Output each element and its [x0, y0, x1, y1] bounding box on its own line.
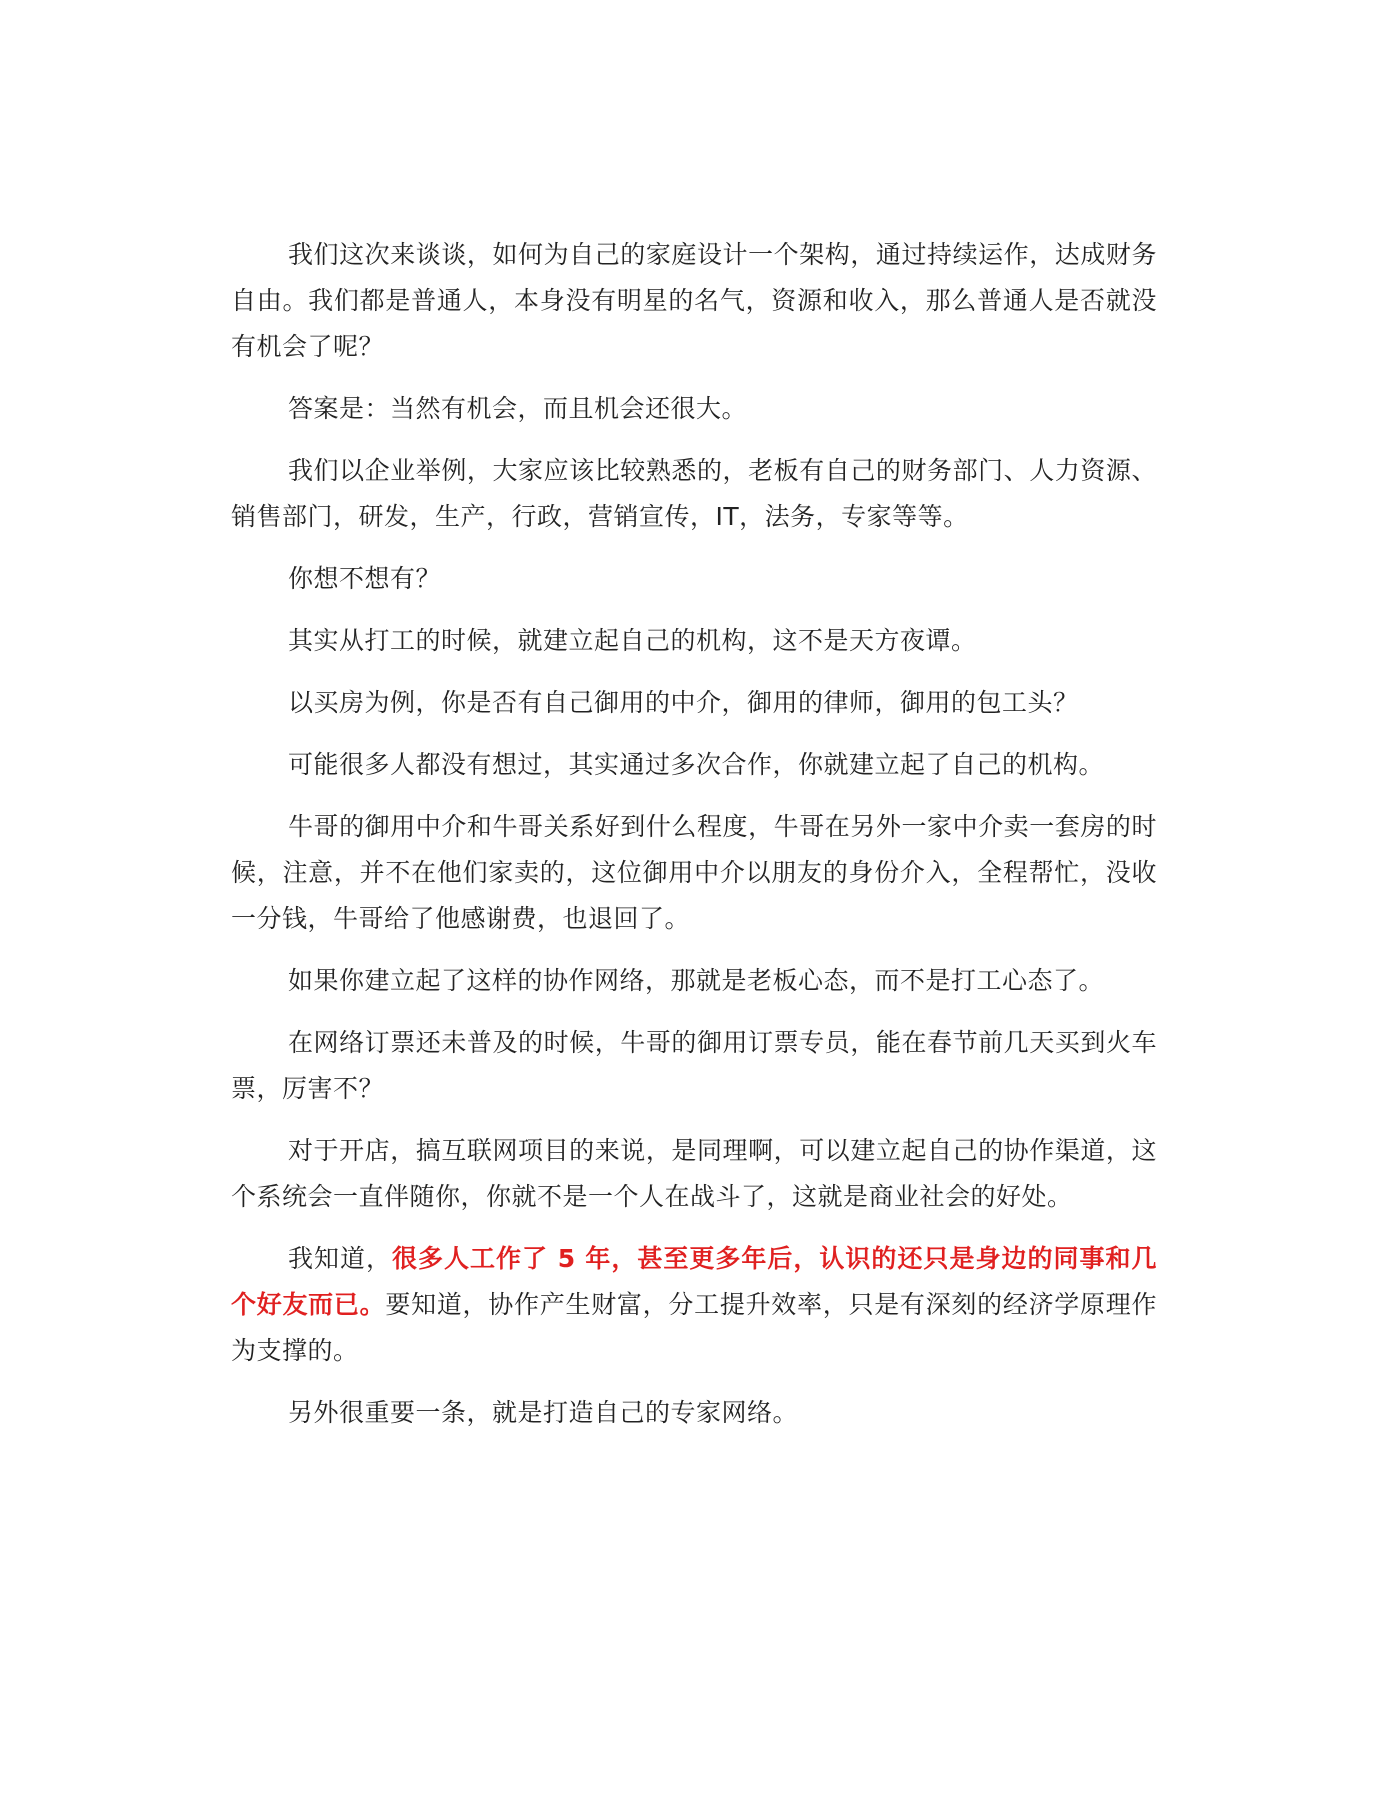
paragraph-3: 我们以企业举例，大家应该比较熟悉的，老板有自己的财务部门、人力资源、销售部门，研发，生产，行政，营销宣传，IT，法务，专家等等。 [231, 456, 1157, 531]
paragraph-6: 以买房为例，你是否有自己御用的中介，御用的律师，御用的包工头？ [288, 688, 1079, 717]
paragraph-closing: 另外很重要一条，就是打造自己的专家网络。 [288, 1398, 799, 1427]
highlight-prefix: 我知道， [288, 1244, 393, 1273]
highlighted-text: 很多人工作了 5 年，甚至更多年后，认识的还只是身边的同事和几个好友而已。 [231, 1244, 1157, 1319]
paragraph-8: 牛哥的御用中介和牛哥关系好到什么程度，牛哥在另外一家中介卖一套房的时候，注意，并不在他们家卖的，这位御用中介以朋友的身份介入，全程帮忙，没收一分钱，牛哥给了他感谢费，也退回了。 [231, 812, 1157, 933]
paragraph-5: 其实从打工的时候，就建立起自己的机构，这不是天方夜谭。 [288, 626, 977, 655]
highlight-suffix: 要知道，协作产生财富，分工提升效率，只是有深刻的经济学原理作为支撑的。 [231, 1290, 1157, 1365]
paragraph-10: 在网络订票还未普及的时候，牛哥的御用订票专员，能在春节前几天买到火车票，厉害不？ [231, 1028, 1157, 1103]
paragraph-11: 对于开店，搞互联网项目的来说，是同理啊，可以建立起自己的协作渠道，这个系统会一直伴随你，你就不是一个人在战斗了，这就是商业社会的好处。 [231, 1136, 1157, 1211]
paragraph-9: 如果你建立起了这样的协作网络，那就是老板心态，而不是打工心态了。 [288, 966, 1105, 995]
paragraph-highlight [231, 1236, 1157, 1374]
document-body [231, 232, 1157, 1452]
paragraph-7: 可能很多人都没有想过，其实通过多次合作，你就建立起了自己的机构。 [288, 750, 1105, 779]
paragraph-4: 你想不想有？ [288, 564, 442, 593]
paragraph-2: 答案是：当然有机会，而且机会还很大。 [288, 394, 748, 423]
paragraph-1: 我们这次来谈谈，如何为自己的家庭设计一个架构，通过持续运作，达成财务自由。我们都是普通人，本身没有明星的名气，资源和收入，那么普通人是否就没有机会了呢？ [231, 240, 1157, 361]
